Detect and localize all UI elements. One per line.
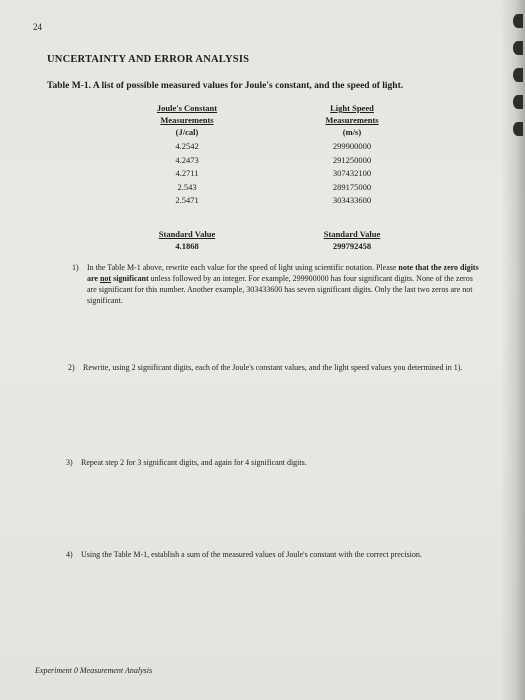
standard-value-label: Standard Value [158,229,216,239]
question-number: 4) [66,550,73,559]
table-caption: Table M-1. A list of possible measured values for Joule's constant, and the speed of light. [47,81,404,91]
question-text-part: unless followed by an integer. For example, 299900000 has four significant digits. None of the zeros are significant for this number. Another example, 303433600 has seven significant digits. Only the last two zeros are not significant. [87,274,473,305]
question-text [87,262,479,306]
question-emphasis: note that the zero digits are [87,263,479,283]
table-cell: 4.2711 [175,168,199,179]
table-cell: 2.5471 [175,195,199,206]
question-number: 1) [72,263,79,272]
standard-value-label: Standard Value [323,229,381,239]
section-title: UNCERTAINTY AND ERROR ANALYSIS [47,54,250,65]
light-speed-standard-value [302,228,402,252]
question-number: 3) [66,458,73,467]
binder-ring [513,95,523,109]
question-text: Using the Table M-1, establish a sum of the measured values of Joule's constant with the correct precision. [81,550,422,559]
binder-ring [513,68,523,82]
question-text: Rewrite, using 2 significant digits, each of the Joule's constant values, and the light speed values you determined in 1). [83,363,463,372]
column-unit: (J/cal) [175,127,199,137]
binder-rings [509,14,523,434]
binder-ring [513,41,523,55]
binder-ring [513,122,523,136]
standard-value: 4.1868 [175,241,199,251]
question-text: Repeat step 2 for 3 significant digits, and again for 4 significant digits. [81,458,307,467]
joules-constant-column [137,102,237,208]
page-footer: Experiment 0 Measurement Analysis [35,666,153,675]
column-header: Measurements [325,115,379,125]
table-cell: 2.543 [177,181,197,192]
column-header: Light Speed [330,103,374,113]
table-cell: 299900000 [332,141,372,151]
binder-ring [513,14,523,28]
table-cell: 289175000 [332,181,372,192]
table-cell: 4.2473 [175,154,199,165]
question-number: 2) [68,363,75,372]
table-cell: 303433600 [332,195,372,206]
standard-value: 299792458 [332,241,372,251]
table-cell: 307432100 [332,168,372,179]
table-cell: 4.2542 [175,141,199,151]
joules-standard-value [137,228,237,252]
column-header: Measurements [160,115,214,125]
question-text-part: In the Table M-1 above, rewrite each value for the speed of light using scientific notation. Please [87,263,399,272]
light-speed-column [302,102,402,208]
column-unit: (m/s) [342,127,362,137]
question-emphasis-underlined: not [99,274,112,283]
table-cell: 291250000 [332,154,372,165]
page-number: 24 [33,22,42,32]
column-header: Joule's Constant [156,103,218,113]
question-emphasis: significant [111,274,149,283]
